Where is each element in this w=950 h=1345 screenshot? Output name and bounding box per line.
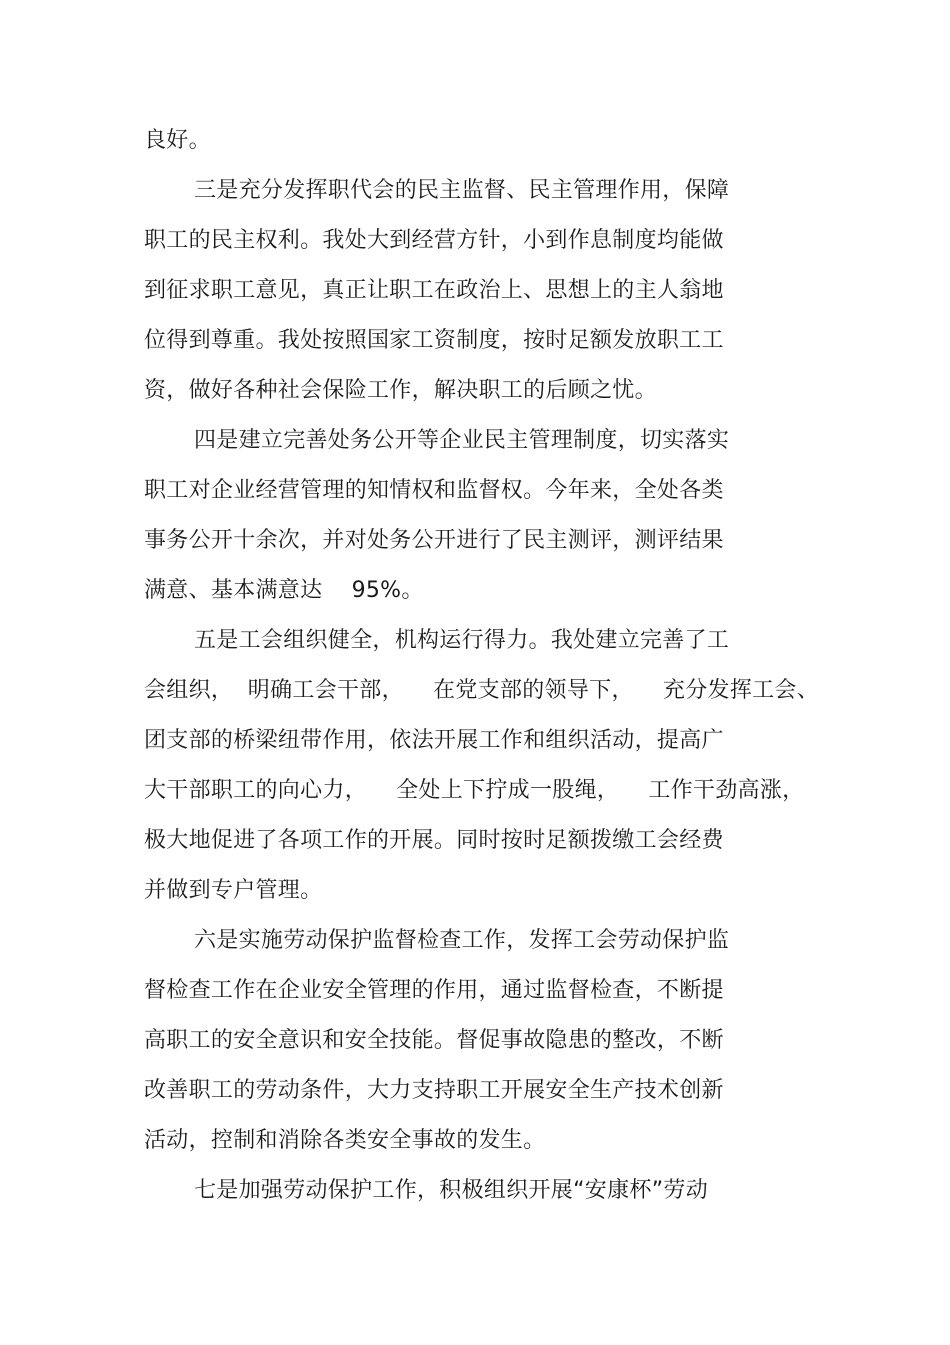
paragraph-start-line: 五是工会组织健全，机构运行得力。我处建立完善了工 (194, 628, 730, 653)
text-line: 高职工的安全意识和安全技能。督促事故隐患的整改，不断 (144, 1028, 724, 1053)
text-line: 并做到专户管理。 (144, 878, 323, 903)
text-line: 极大地促进了各项工作的开展。同时按时足额拨缴工会经费 (144, 828, 724, 853)
text-line: 督检查工作在企业安全管理的作用，通过监督检查，不断提 (144, 978, 724, 1003)
text-line: 职工的民主权利。我处大到经营方针，小到作息制度均能做 (144, 228, 724, 253)
text-line: 位得到尊重。我处按照国家工资制度，按时足额发放职工工 (144, 328, 724, 353)
text-line: 满意、基本满意达 95%。 (144, 578, 424, 603)
paragraph-start-line: 七是加强劳动保护工作，积极组织开展“安康杯”劳动 (194, 1178, 708, 1203)
text-line: 会组织， 明确工会干部， 在党支部的领导下， 充分发挥工会、 (144, 678, 820, 703)
paragraph-start-line: 四是建立完善处务公开等企业民主管理制度，切实落实 (194, 428, 730, 453)
paragraph-start-line: 三是充分发挥职代会的民主监督、民主管理作用，保障 (194, 178, 730, 203)
paragraph-start-line: 六是实施劳动保护监督检查工作，发挥工会劳动保护监 (194, 928, 730, 953)
text-line: 职工对企业经营管理的知情权和监督权。今年来，全处各类 (144, 478, 724, 503)
text-line: 活动，控制和消除各类安全事故的发生。 (144, 1128, 546, 1153)
text-line: 团支部的桥梁纽带作用，依法开展工作和组织活动，提高广 (144, 728, 724, 753)
text-line: 大干部职工的向心力， 全处上下拧成一股绳， 工作干劲高涨， (144, 778, 805, 803)
text-line: 改善职工的劳动条件，大力支持职工开展安全生产技术创新 (144, 1078, 724, 1103)
text-line: 资，做好各种社会保险工作，解决职工的后顾之忧。 (144, 378, 657, 403)
text-line: 事务公开十余次，并对处务公开进行了民主测评，测评结果 (144, 528, 724, 553)
text-line: 到征求职工意见，真正让职工在政治上、思想上的主人翁地 (144, 278, 724, 303)
text-line: 良好。 (144, 128, 211, 153)
